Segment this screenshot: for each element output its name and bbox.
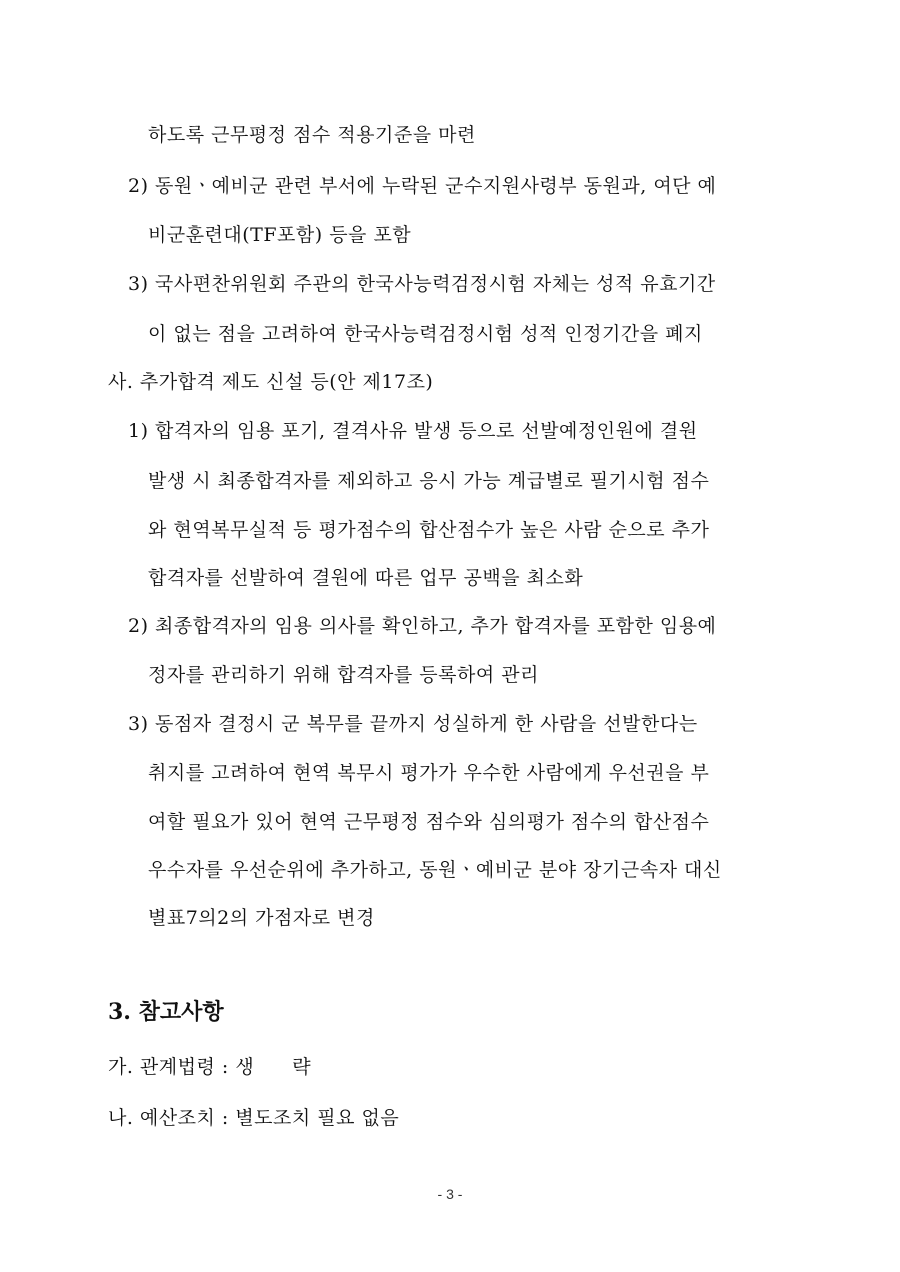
body-line: 3) 동점자 결정시 군 복무를 끝까지 성실하게 한 사람을 선발한다는 (128, 713, 698, 735)
section-heading: 3. 참고사항 (108, 999, 224, 1025)
body-line: 비군훈련대(TF포함) 등을 포함 (148, 224, 412, 246)
body-line: 1) 합격자의 임용 포기, 결격사유 발생 등으로 선발예정인원에 결원 (128, 420, 698, 442)
reference-item-budget (108, 1106, 399, 1130)
body-line: 취지를 고려하여 현역 복무시 평가가 우수한 사람에게 우선권을 부 (148, 762, 710, 784)
body-line: 별표7의2의 가점자로 변경 (148, 907, 375, 929)
body-line: 정자를 관리하기 위해 합격자를 등록하여 관리 (148, 664, 539, 686)
body-line: 이 없는 점을 고려하여 한국사능력검정시험 성적 인정기간을 폐지 (148, 323, 703, 345)
body-line: 합격자를 선발하여 결원에 따른 업무 공백을 최소화 (148, 567, 584, 589)
body-line: 2) 최종합격자의 임용 의사를 확인하고, 추가 합격자를 포함한 임용예 (128, 615, 717, 637)
body-line: 우수자를 우선순위에 추가하고, 동원ㆍ예비군 분야 장기근속자 대신 (148, 859, 722, 881)
subsection-title: 사. 추가합격 제도 신설 등(안 제17조) (108, 371, 434, 393)
reference-item-value: 략 (292, 1056, 312, 1078)
body-line: 여할 필요가 있어 현역 근무평정 점수와 심의평가 점수의 합산점수 (148, 811, 710, 833)
body-line: 하도록 근무평정 점수 적용기준을 마련 (148, 124, 476, 146)
body-line: 3) 국사편찬위원회 주관의 한국사능력검정시험 자체는 성적 유효기간 (128, 273, 716, 295)
reference-item-laws (108, 1055, 311, 1079)
reference-item-label: 나. 예산조치 : 별도조치 필요 없음 (108, 1107, 400, 1129)
reference-item-label: 가. 관계법령 : 생 (108, 1056, 255, 1078)
body-line: 발생 시 최종합격자를 제외하고 응시 가능 계급별로 필기시험 점수 (148, 470, 710, 492)
body-line: 와 현역복무실적 등 평가점수의 합산점수가 높은 사람 순으로 추가 (148, 519, 710, 541)
body-line: 2) 동원ㆍ예비군 관련 부서에 누락된 군수지원사령부 동원과, 여단 예 (128, 175, 717, 197)
page-number: - 3 - (437, 1186, 463, 1202)
